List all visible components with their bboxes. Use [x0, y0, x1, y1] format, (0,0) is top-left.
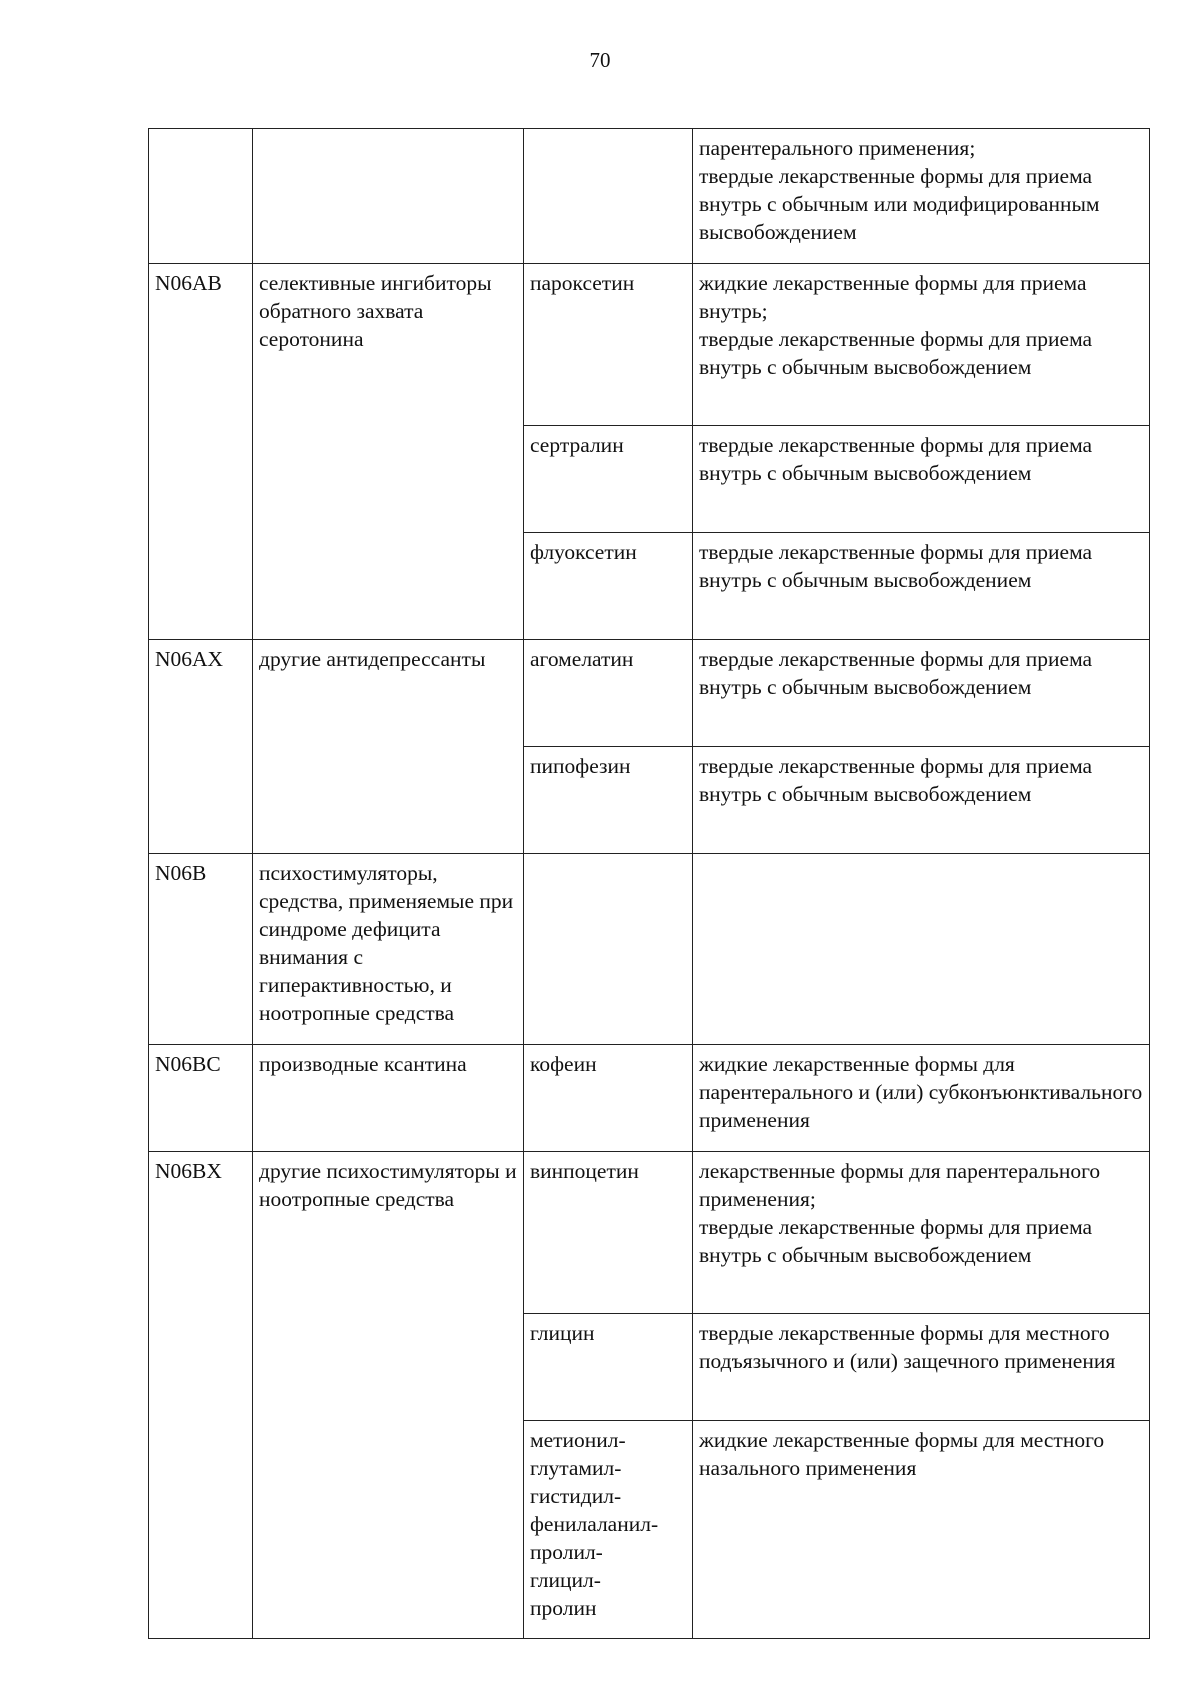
- table-row: [149, 640, 1150, 747]
- dosage-form-cell: парентерального применения; твердые лекарственные формы для приема внутрь с обычным или модифицированным высвобождением: [693, 129, 1150, 264]
- group-name-cell: другие психостимуляторы и ноотропные средства: [253, 1152, 524, 1639]
- dosage-form-cell: твердые лекарственные формы для приема внутрь с обычным высвобождением: [693, 640, 1150, 747]
- drug-name-cell: флуоксетин: [524, 533, 693, 640]
- drug-name-cell: сертралин: [524, 426, 693, 533]
- dosage-form-cell: лекарственные формы для парентерального применения; твердые лекарственные формы для приема внутрь с обычным высвобождением: [693, 1152, 1150, 1314]
- atc-code-cell: N06AB: [149, 264, 253, 640]
- dosage-form-cell: жидкие лекарственные формы для парентерального и (или) субконъюнктивального применения: [693, 1045, 1150, 1152]
- drug-name-cell: [524, 129, 693, 264]
- atc-code-cell: N06BX: [149, 1152, 253, 1639]
- table-row: [149, 1045, 1150, 1152]
- atc-code-cell: N06B: [149, 854, 253, 1045]
- dosage-form-cell: жидкие лекарственные формы для приема внутрь; твердые лекарственные формы для приема внутрь с обычным высвобождением: [693, 264, 1150, 426]
- page-number: 70: [589, 48, 611, 72]
- drug-name-cell: пипофезин: [524, 747, 693, 854]
- group-name-cell: психостимуляторы, средства, применяемые при синдроме дефицита внимания с гиперактивностью, и ноотропные средства: [253, 854, 524, 1045]
- drug-name-cell: кофеин: [524, 1045, 693, 1152]
- atc-code-cell: [149, 129, 253, 264]
- dosage-form-cell: твердые лекарственные формы для местного подъязычного и (или) защечного применения: [693, 1314, 1150, 1421]
- drug-name-cell: метионил- глутамил- гистидил- фенилаланил- пролил- глицил- пролин: [524, 1421, 693, 1639]
- table-row: [149, 1152, 1150, 1314]
- table-row: [149, 264, 1150, 426]
- drug-name-cell: агомелатин: [524, 640, 693, 747]
- group-name-cell: [253, 129, 524, 264]
- group-name-cell: производные ксантина: [253, 1045, 524, 1152]
- dosage-form-cell: [693, 854, 1150, 1045]
- group-name-cell: другие антидепрессанты: [253, 640, 524, 854]
- atc-code-cell: N06BC: [149, 1045, 253, 1152]
- group-name-cell: селективные ингибиторы обратного захвата серотонина: [253, 264, 524, 640]
- drug-name-cell: [524, 854, 693, 1045]
- atc-code-cell: N06AX: [149, 640, 253, 854]
- drug-name-cell: глицин: [524, 1314, 693, 1421]
- dosage-form-cell: твердые лекарственные формы для приема внутрь с обычным высвобождением: [693, 747, 1150, 854]
- drug-table: [148, 128, 1150, 1639]
- table-row: [149, 854, 1150, 1045]
- table-row: [149, 129, 1150, 264]
- drug-name-cell: винпоцетин: [524, 1152, 693, 1314]
- dosage-form-cell: твердые лекарственные формы для приема внутрь с обычным высвобождением: [693, 533, 1150, 640]
- dosage-form-cell: твердые лекарственные формы для приема внутрь с обычным высвобождением: [693, 426, 1150, 533]
- drug-name-cell: пароксетин: [524, 264, 693, 426]
- dosage-form-cell: жидкие лекарственные формы для местного назального применения: [693, 1421, 1150, 1639]
